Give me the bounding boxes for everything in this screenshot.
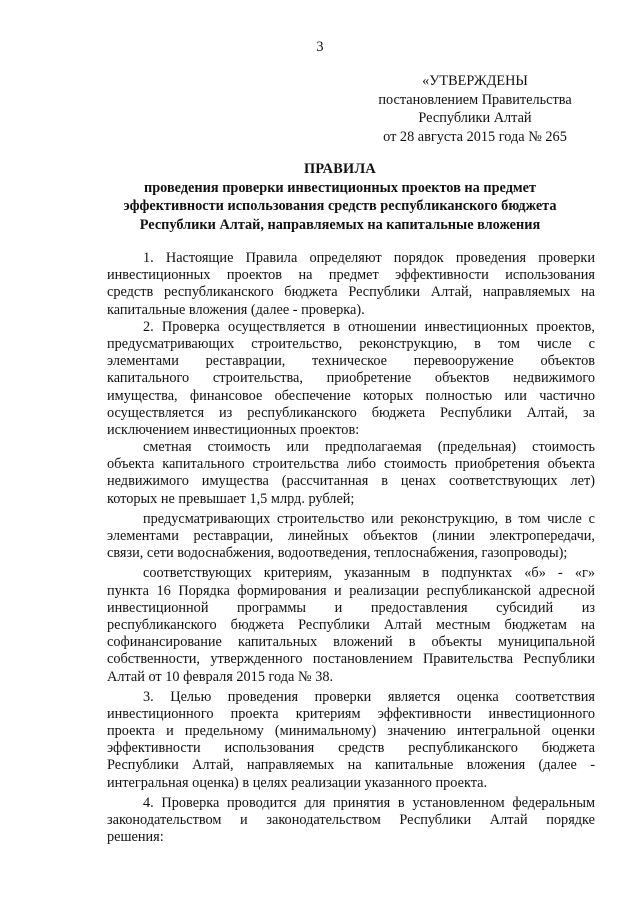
paragraph-3-line: эффективности использования средств республиканского бюджета [107, 740, 595, 757]
approval-line-3: Республики Алтай [418, 110, 532, 126]
list-item-line: пункта 16 Порядка формирования и реализации республиканской адресной [107, 582, 595, 599]
paragraph-1-line: средств республиканского бюджета Республики Алтай, направляемых на [107, 284, 595, 301]
title-subtitle-line-3: Республики Алтай, направляемых на капитальные вложения [139, 216, 541, 233]
approval-line-2: постановлением Правительства [378, 91, 572, 108]
list-item-line: Алтай от 10 февраля 2015 года № 38. [107, 668, 334, 685]
list-item-line: которых не превышает 1,5 млрд. рублей; [107, 490, 355, 507]
paragraph-4-line: решения: [107, 829, 164, 846]
paragraph-2-line: капитального строительства, приобретение объектов недвижимого [107, 370, 595, 387]
approval-line-1: «УТВЕРЖДЕНЫ [422, 73, 528, 89]
paragraph-2-line: 2. Проверка осуществляется в отношении инвестиционных проектов, [143, 318, 595, 335]
list-item-line: софинансирование капитальных вложений в объекты муниципальной [107, 634, 595, 651]
list-item-line: связи, сети водоснабжения, водоотведения, теплоснабжения, газопроводы); [107, 545, 568, 562]
list-item-line: соответствующих критериям, указанным в подпунктах «б» - «г» [143, 565, 595, 582]
paragraph-3-line: интегральная оценка) в целях реализации указанного проекта. [107, 774, 488, 791]
paragraph-1-line: инвестиционных проектов на предмет эффективности использования [107, 267, 595, 284]
list-item-line: элементами реставрации, линейных объектов (линии электропередачи, [107, 528, 595, 544]
paragraph-3-line: проекта и предельному (минимальному) значению интегральной оценки [107, 723, 595, 740]
document-body [107, 250, 595, 846]
paragraph-2-line: исключением инвестиционных проектов: [107, 421, 360, 438]
paragraph-2-line: имущества, финансовое обеспечение которых полностью или частично [107, 387, 595, 404]
title-heading: ПРАВИЛА [303, 161, 377, 177]
paragraph-2-line: осуществляется из республиканского бюджета Республики Алтай, за [107, 404, 595, 421]
page-number: 3 [316, 39, 324, 55]
list-item-line: сметная стоимость или предполагаемая (предельная) стоимость [143, 439, 595, 456]
paragraph-1-line: 1. Настоящие Правила определяют порядок проведения проверки [143, 250, 595, 266]
paragraph-3-line: инвестиционного проекта критериям эффективности инвестиционного [107, 705, 595, 722]
paragraph-2-line: элементами реставрации, техническое перевооружение объектов [107, 353, 595, 370]
document-title [110, 160, 570, 234]
list-item-line: объекта капитального строительства либо стоимость приобретения объекта [107, 456, 595, 473]
approval-line-4: от 28 августа 2015 года № 265 [383, 128, 567, 145]
paragraph-1-line: капитальные вложения (далее - проверка). [107, 301, 365, 318]
paragraph-4-line: 4. Проверка проводится для принятия в установленном федеральным [143, 794, 595, 811]
paragraph-4-line: законодательством и законодательством Республики Алтай порядке [107, 812, 595, 828]
list-item-line: предусматривающих строительство или реконструкцию, в том числе с [143, 510, 595, 527]
approval-stamp [350, 72, 600, 146]
list-item-line: собственности, утвержденного постановлением Правительства Республики [107, 651, 595, 668]
paragraph-3-line: 3. Целью проведения проверки является оценка соответствия [143, 688, 595, 705]
list-item-line: республиканского бюджета Республики Алтай местным бюджетам на [107, 616, 595, 633]
list-item-line: инвестиционной программы и предоставления субсидий из [107, 599, 595, 616]
title-subtitle-line-1: проведения проверки инвестиционных проектов на предмет [143, 179, 537, 196]
paragraph-3-line: Республики Алтай, направляемых на капитальные вложения (далее - [107, 757, 595, 774]
paragraph-2-line: предусматривающих строительство, реконструкцию, в том числе с [107, 335, 595, 352]
title-subtitle-line-2: эффективности использования средств республиканского бюджета [123, 198, 557, 214]
list-item-line: недвижимого имущества (рассчитанная в ценах соответствующих лет) [107, 473, 595, 490]
